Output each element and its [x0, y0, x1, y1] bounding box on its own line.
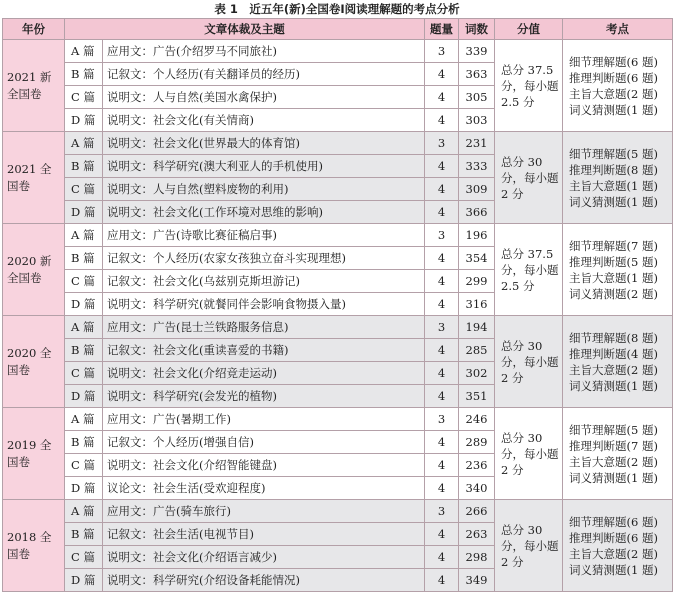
word-count-cell: 309: [459, 178, 495, 201]
genre-topic-cell: 应用文：广告(昆士兰铁路服务信息): [103, 316, 425, 339]
test-point-item: 词义猜测题(1 题): [569, 562, 658, 577]
question-count-cell: 4: [425, 201, 459, 224]
table-row: [3, 224, 673, 247]
word-count-cell: 299: [459, 270, 495, 293]
passage-label-cell: A 篇: [65, 316, 103, 339]
table-row: [3, 408, 673, 431]
genre-topic-cell: 应用文：广告(暑期工作): [103, 408, 425, 431]
word-count-cell: 303: [459, 109, 495, 132]
test-point-item: 细节理解题(7 题): [569, 238, 658, 253]
test-point-item: 细节理解题(5 题): [569, 146, 658, 161]
genre-topic-cell: 应用文：广告(诗歌比赛征稿启事): [103, 224, 425, 247]
genre-topic-cell: 记叙文：社会生活(电视节目): [103, 523, 425, 546]
genre-topic-cell: 说明文：人与自然(塑料废物的利用): [103, 178, 425, 201]
word-count-cell: 316: [459, 293, 495, 316]
word-count-cell: 349: [459, 569, 495, 592]
question-count-cell: 4: [425, 546, 459, 569]
test-point-item: 细节理解题(8 题): [569, 330, 658, 345]
score-cell: 总分 30 分，每小题 2 分: [495, 408, 563, 500]
test-point-item: 推理判断题(4 题): [569, 346, 658, 361]
genre-topic-cell: 记叙文：社会文化(乌兹别克斯坦游记): [103, 270, 425, 293]
passage-label-cell: D 篇: [65, 385, 103, 408]
analysis-table: [2, 18, 673, 592]
genre-topic-cell: 说明文：社会文化(工作环境对思维的影响): [103, 201, 425, 224]
question-count-cell: 4: [425, 362, 459, 385]
genre-topic-cell: 应用文：广告(骑车旅行): [103, 500, 425, 523]
passage-label-cell: A 篇: [65, 408, 103, 431]
test-points-cell: [563, 40, 673, 132]
genre-topic-cell: 记叙文：个人经历(有关翻译员的经历): [103, 63, 425, 86]
test-point-item: 细节理解题(6 题): [569, 54, 658, 69]
question-count-cell: 4: [425, 293, 459, 316]
test-point-item: 主旨大意题(2 题): [569, 362, 658, 377]
exam-year-cell: 2021 全国卷: [3, 132, 65, 224]
word-count-cell: 363: [459, 63, 495, 86]
passage-label-cell: A 篇: [65, 224, 103, 247]
word-count-cell: 354: [459, 247, 495, 270]
test-points-cell: [563, 408, 673, 500]
header-row: [3, 19, 673, 40]
test-point-item: 推理判断题(8 题): [569, 162, 658, 177]
genre-topic-cell: 说明文：社会文化(介绍智能键盘): [103, 454, 425, 477]
header-question-count: 题量: [425, 19, 459, 40]
exam-year-cell: 2019 全国卷: [3, 408, 65, 500]
passage-label-cell: C 篇: [65, 86, 103, 109]
word-count-cell: 263: [459, 523, 495, 546]
test-points-cell: [563, 132, 673, 224]
question-count-cell: 3: [425, 224, 459, 247]
genre-topic-cell: 说明文：科学研究(介绍设备耗能情况): [103, 569, 425, 592]
passage-label-cell: C 篇: [65, 546, 103, 569]
passage-label-cell: B 篇: [65, 155, 103, 178]
genre-topic-cell: 说明文：科学研究(澳大利亚人的手机使用): [103, 155, 425, 178]
score-cell: 总分 37.5 分，每小题 2.5 分: [495, 224, 563, 316]
exam-year-cell: 2021 新全国卷: [3, 40, 65, 132]
genre-topic-cell: 议论文：社会生活(受欢迎程度): [103, 477, 425, 500]
word-count-cell: 246: [459, 408, 495, 431]
exam-year-cell: 2018 全国卷: [3, 500, 65, 592]
genre-topic-cell: 说明文：人与自然(美国水禽保护): [103, 86, 425, 109]
question-count-cell: 4: [425, 569, 459, 592]
test-point-item: 细节理解题(5 题): [569, 422, 658, 437]
genre-topic-cell: 说明文：社会文化(世界最大的体育馆): [103, 132, 425, 155]
question-count-cell: 3: [425, 316, 459, 339]
test-points-cell: [563, 500, 673, 592]
word-count-cell: 305: [459, 86, 495, 109]
score-cell: 总分 30 分，每小题 2 分: [495, 500, 563, 592]
question-count-cell: 4: [425, 247, 459, 270]
question-count-cell: 4: [425, 270, 459, 293]
passage-label-cell: B 篇: [65, 63, 103, 86]
test-point-item: 细节理解题(6 题): [569, 514, 658, 529]
passage-label-cell: B 篇: [65, 431, 103, 454]
passage-label-cell: D 篇: [65, 569, 103, 592]
test-point-item: 主旨大意题(2 题): [569, 546, 658, 561]
word-count-cell: 196: [459, 224, 495, 247]
question-count-cell: 4: [425, 86, 459, 109]
header-score: 分值: [495, 19, 563, 40]
word-count-cell: 194: [459, 316, 495, 339]
question-count-cell: 4: [425, 109, 459, 132]
question-count-cell: 4: [425, 63, 459, 86]
test-point-item: 主旨大意题(1 题): [569, 270, 658, 285]
passage-label-cell: D 篇: [65, 109, 103, 132]
passage-label-cell: B 篇: [65, 523, 103, 546]
exam-year-cell: 2020 新全国卷: [3, 224, 65, 316]
passage-label-cell: B 篇: [65, 247, 103, 270]
score-cell: 总分 30 分，每小题 2 分: [495, 316, 563, 408]
score-cell: 总分 37.5 分，每小题 2.5 分: [495, 40, 563, 132]
header-genre-topic: 文章体裁及主题: [65, 19, 425, 40]
question-count-cell: 3: [425, 408, 459, 431]
genre-topic-cell: 应用文：广告(介绍罗马不同旅社): [103, 40, 425, 63]
genre-topic-cell: 说明文：科学研究(就餐同伴会影响食物摄入量): [103, 293, 425, 316]
test-point-item: 推理判断题(6 题): [569, 530, 658, 545]
question-count-cell: 4: [425, 477, 459, 500]
word-count-cell: 366: [459, 201, 495, 224]
question-count-cell: 4: [425, 454, 459, 477]
passage-label-cell: A 篇: [65, 500, 103, 523]
passage-label-cell: B 篇: [65, 339, 103, 362]
word-count-cell: 266: [459, 500, 495, 523]
passage-label-cell: C 篇: [65, 362, 103, 385]
test-point-item: 主旨大意题(2 题): [569, 454, 658, 469]
passage-label-cell: A 篇: [65, 40, 103, 63]
test-point-item: 词义猜测题(1 题): [569, 194, 658, 209]
header-year: 年份: [3, 19, 65, 40]
table-row: [3, 132, 673, 155]
test-point-item: 词义猜测题(1 题): [569, 470, 658, 485]
question-count-cell: 4: [425, 155, 459, 178]
word-count-cell: 285: [459, 339, 495, 362]
passage-label-cell: D 篇: [65, 201, 103, 224]
table-row: [3, 500, 673, 523]
question-count-cell: 4: [425, 431, 459, 454]
question-count-cell: 4: [425, 523, 459, 546]
test-point-item: 推理判断题(6 题): [569, 70, 658, 85]
genre-topic-cell: 说明文：社会文化(有关情商): [103, 109, 425, 132]
table-row: [3, 316, 673, 339]
table-body: [3, 40, 673, 592]
genre-topic-cell: 记叙文：个人经历(增强自信): [103, 431, 425, 454]
word-count-cell: 339: [459, 40, 495, 63]
question-count-cell: 4: [425, 385, 459, 408]
word-count-cell: 236: [459, 454, 495, 477]
genre-topic-cell: 说明文：社会文化(介绍语言减少): [103, 546, 425, 569]
test-points-cell: [563, 224, 673, 316]
word-count-cell: 289: [459, 431, 495, 454]
table-row: [3, 40, 673, 63]
word-count-cell: 298: [459, 546, 495, 569]
genre-topic-cell: 记叙文：个人经历(农家女孩独立奋斗实现理想): [103, 247, 425, 270]
passage-label-cell: C 篇: [65, 270, 103, 293]
word-count-cell: 231: [459, 132, 495, 155]
genre-topic-cell: 说明文：社会文化(介绍竞走运动): [103, 362, 425, 385]
genre-topic-cell: 说明文：科学研究(会发光的植物): [103, 385, 425, 408]
test-point-item: 推理判断题(5 题): [569, 254, 658, 269]
passage-label-cell: A 篇: [65, 132, 103, 155]
score-cell: 总分 30 分，每小题 2 分: [495, 132, 563, 224]
word-count-cell: 340: [459, 477, 495, 500]
test-point-item: 主旨大意题(1 题): [569, 178, 658, 193]
header-word-count: 词数: [459, 19, 495, 40]
genre-topic-cell: 记叙文：社会文化(重读喜爱的书籍): [103, 339, 425, 362]
passage-label-cell: C 篇: [65, 178, 103, 201]
test-point-item: 词义猜测题(1 题): [569, 378, 658, 393]
header-test-points: 考点: [563, 19, 673, 40]
question-count-cell: 3: [425, 500, 459, 523]
table-caption: 表 1 近五年(新)全国卷Ⅰ阅读理解题的考点分析: [214, 2, 460, 16]
passage-label-cell: C 篇: [65, 454, 103, 477]
question-count-cell: 4: [425, 178, 459, 201]
exam-year-cell: 2020 全国卷: [3, 316, 65, 408]
question-count-cell: 3: [425, 40, 459, 63]
word-count-cell: 351: [459, 385, 495, 408]
passage-label-cell: D 篇: [65, 477, 103, 500]
passage-label-cell: D 篇: [65, 293, 103, 316]
question-count-cell: 3: [425, 132, 459, 155]
test-point-item: 词义猜测题(1 题): [569, 102, 658, 117]
test-points-cell: [563, 316, 673, 408]
question-count-cell: 4: [425, 339, 459, 362]
word-count-cell: 333: [459, 155, 495, 178]
test-point-item: 主旨大意题(2 题): [569, 86, 658, 101]
word-count-cell: 302: [459, 362, 495, 385]
test-point-item: 词义猜测题(2 题): [569, 286, 658, 301]
test-point-item: 推理判断题(7 题): [569, 438, 658, 453]
